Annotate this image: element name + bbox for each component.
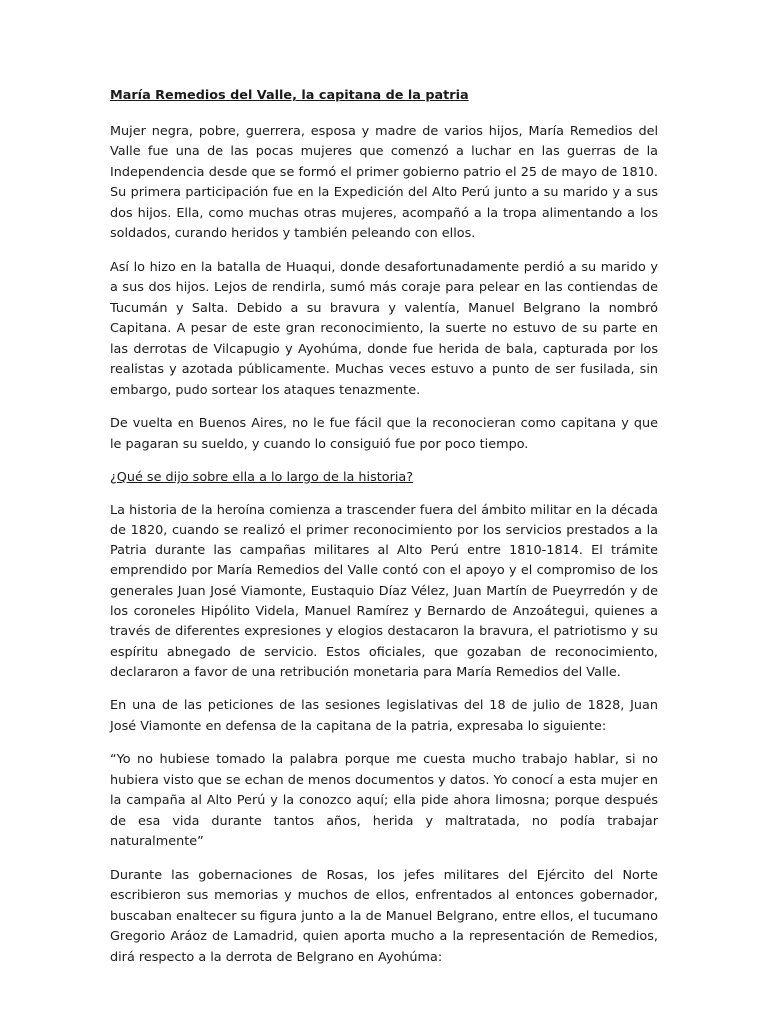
quote-paragraph: “Yo no hubiese tomado la palabra porque me cuesta mucho trabajo hablar, si no hubiera visto que se echan de menos documentos y datos. Yo conocí a esta mujer en la campaña al Alto Perú y la conozco aquí; ella pide ahora limosna; porque después de esa vida durante tantos años, herida y maltratada, no podía trabajar naturalmente” (110, 752, 658, 850)
section-subtitle: ¿Qué se dijo sobre ella a lo largo de la historia? (110, 470, 414, 485)
paragraph-intro-3: De vuelta en Buenos Aires, no le fue fácil que la reconocieran como capitana y que le pagaran su sueldo, y cuando lo consiguió fue por poco tiempo. (110, 416, 658, 452)
document-page (110, 86, 658, 981)
paragraph-intro-1: Mujer negra, pobre, guerrera, esposa y madre de varios hijos, María Remedios del Valle fue una de las pocas mujeres que comenzó a luchar en las guerras de la Independencia desde que se formó el primer gobierno patrio el 25 de mayo de 1810. Su primera participación fue en la Expedición del Alto Perú junto a su marido y a sus dos hijos. Ella, como muchas otras mujeres, acompañó a la tropa alimentando a los soldados, curando heridos y también peleando con ellos. (110, 123, 658, 241)
document-title: María Remedios del Valle, la capitana de la patria (110, 88, 469, 103)
paragraph-history-2: En una de las peticiones de las sesiones legislativas del 18 de julio de 1828, Juan José Viamonte en defensa de la capitana de la patria, expresaba lo siguiente: (110, 698, 658, 734)
paragraph-history-4: Durante las gobernaciones de Rosas, los jefes militares del Ejército del Norte escribieron sus memorias y muchos de ellos, enfrentados al entonces gobernador, buscaban enaltecer su figura junto a la de Manuel Belgrano, entre ellos, el tucumano Gregorio Aráoz de Lamadrid, quien aporta mucho a la representación de Remedios, dirá respecto a la derrota de Belgrano en Ayohúma: (110, 867, 658, 965)
paragraph-intro-2: Así lo hizo en la batalla de Huaqui, donde desafortunadamente perdió a su marido y a sus dos hijos. Lejos de rendirla, sumó más coraje para pelear en las contiendas de Tucumán y Salta. Debido a su bravura y valentía, Manuel Belgrano la nombró Capitana. A pesar de este gran reconocimiento, la suerte no estuvo de su parte en las derrotas de Vilcapugio y Ayohúma, donde fue herida de bala, capturada por los realistas y azotada públicamente. Muchas veces estuvo a punto de ser fusilada, sin embargo, pudo sortear los ataques tenazmente. (110, 259, 658, 398)
paragraph-history-1: La historia de la heroína comienza a trascender fuera del ámbito militar en la década de 1820, cuando se realizó el primer reconocimiento por los servicios prestados a la Patria durante las campañas militares al Alto Perú entre 1810-1814. El trámite emprendido por María Remedios del Valle contó con el apoyo y el compromiso de los generales Juan José Viamonte, Eustaquio Díaz Vélez, Juan Martín de Pueyrredón y de los coroneles Hipólito Videla, Manuel Ramírez y Bernardo de Anzoátegui, quienes a través de diferentes expresiones y elogios destacaron la bravura, el patriotismo y su espíritu abnegado de servicio. Estos oficiales, que gozaban de reconocimiento, declararon a favor de una retribución monetaria para María Remedios del Valle. (110, 502, 658, 680)
